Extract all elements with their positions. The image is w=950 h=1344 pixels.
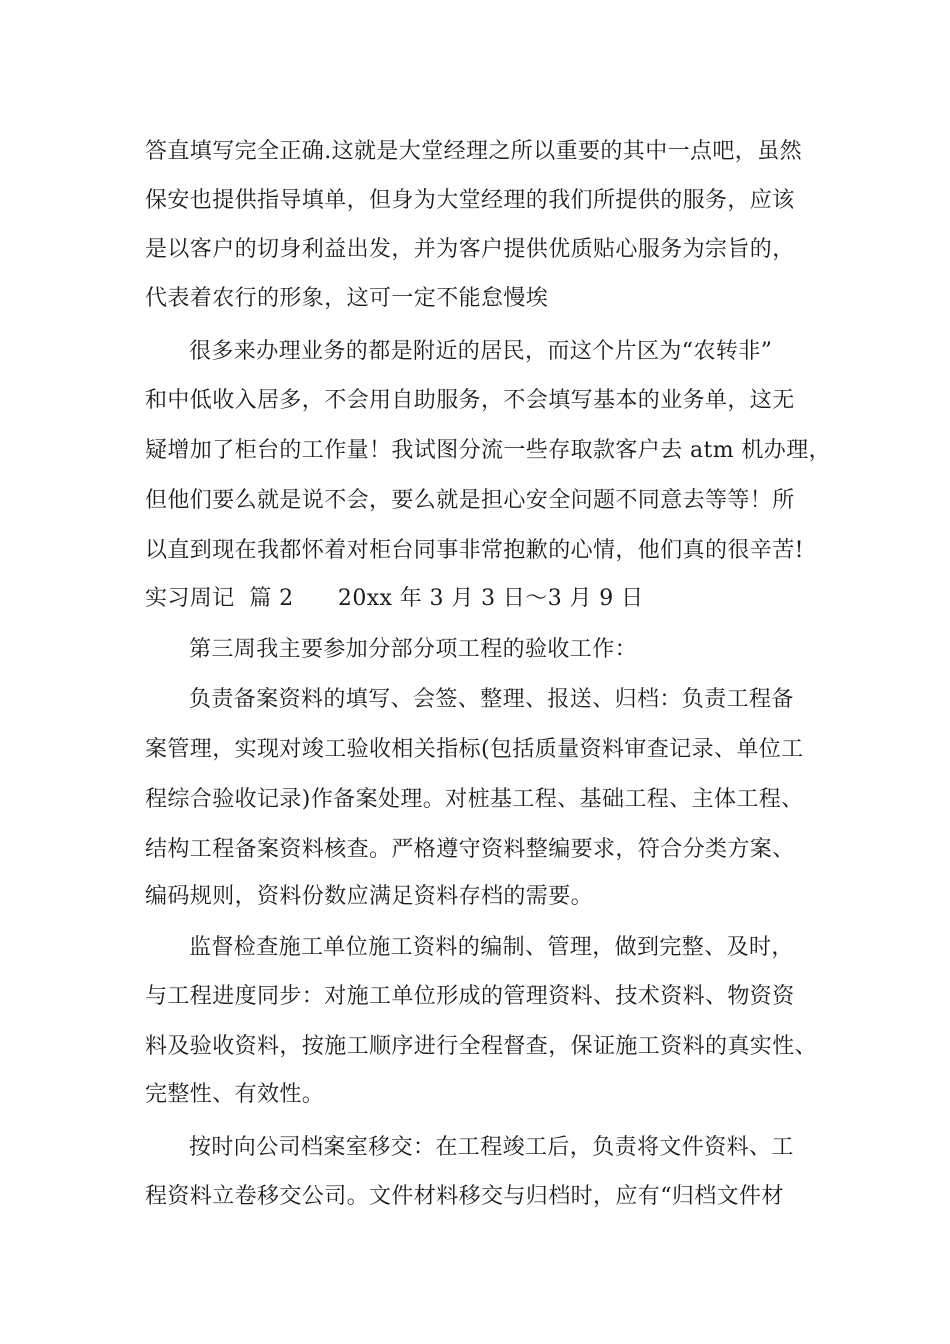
body-text-line: 以直到现在我都怀着对柜台同事非常抱歉的心情，他们真的很辛苦! xyxy=(145,538,804,563)
body-text-line: 程资料立卷移交公司。文件材料移交与归档时，应有“归档文件材 xyxy=(145,1184,784,1209)
body-text-line: 但他们要么就是说不会，要么就是担心安全问题不同意去等等！所 xyxy=(145,488,795,513)
body-text-line: 是以客户的切身利益出发，并为客户提供优质贴心服务为宗旨的， xyxy=(145,237,795,262)
body-text-line: 保安也提供指导填单，但身为大堂经理的我们所提供的服务，应该 xyxy=(145,188,795,213)
paragraph-first-line: 负责备案资料的填写、会签、整理、报送、归档：负责工程备 xyxy=(189,687,794,712)
paragraph-first-line: 按时向公司档案室移交：在工程竣工后，负责将文件资料、工 xyxy=(189,1135,794,1160)
body-text-line: 与工程进度同步：对施工单位形成的管理资料、技术资料、物资资 xyxy=(145,984,795,1009)
body-text-line: 程综合验收记录)作备案处理。对桩基工程、基础工程、主体工程、 xyxy=(145,787,804,812)
paragraph-first-line: 第三周我主要参加分部分项工程的验收工作： xyxy=(189,637,638,662)
section-heading: 实习周记 篇 2 20xx 年 3 月 3 日～3 月 9 日 xyxy=(145,586,644,611)
body-text-line: 料及验收资料，按施工顺序进行全程督查，保证施工资料的真实性、 xyxy=(145,1034,818,1059)
body-text-line: 和中低收入居多，不会用自助服务，不会填写基本的业务单，这无 xyxy=(145,388,795,413)
body-text-line: 答直填写完全正确.这就是大堂经理之所以重要的其中一点吧，虽然 xyxy=(145,139,802,164)
body-text-line: 结构工程备案资料核查。严格遵守资料整编要求，符合分类方案、 xyxy=(145,837,795,862)
paragraph-first-line: 监督检查施工单位施工资料的编制、管理，做到完整、及时， xyxy=(189,935,794,960)
paragraph-first-line: 很多来办理业务的都是附近的居民，而这个片区为“农转非” xyxy=(189,339,773,364)
body-text-line: 疑增加了柜台的工作量！我试图分流一些存取款客户去 atm 机办理， xyxy=(145,438,832,463)
body-text-line: 编码规则，资料份数应满足资料存档的需要。 xyxy=(145,884,594,909)
body-text-line: 代表着农行的形象，这可一定不能怠慢埃 xyxy=(145,286,549,311)
body-text-line: 完整性、有效性。 xyxy=(145,1082,325,1107)
body-text-line: 案管理，实现对竣工验收相关指标(包括质量资料审查记录、单位工 xyxy=(145,737,804,762)
